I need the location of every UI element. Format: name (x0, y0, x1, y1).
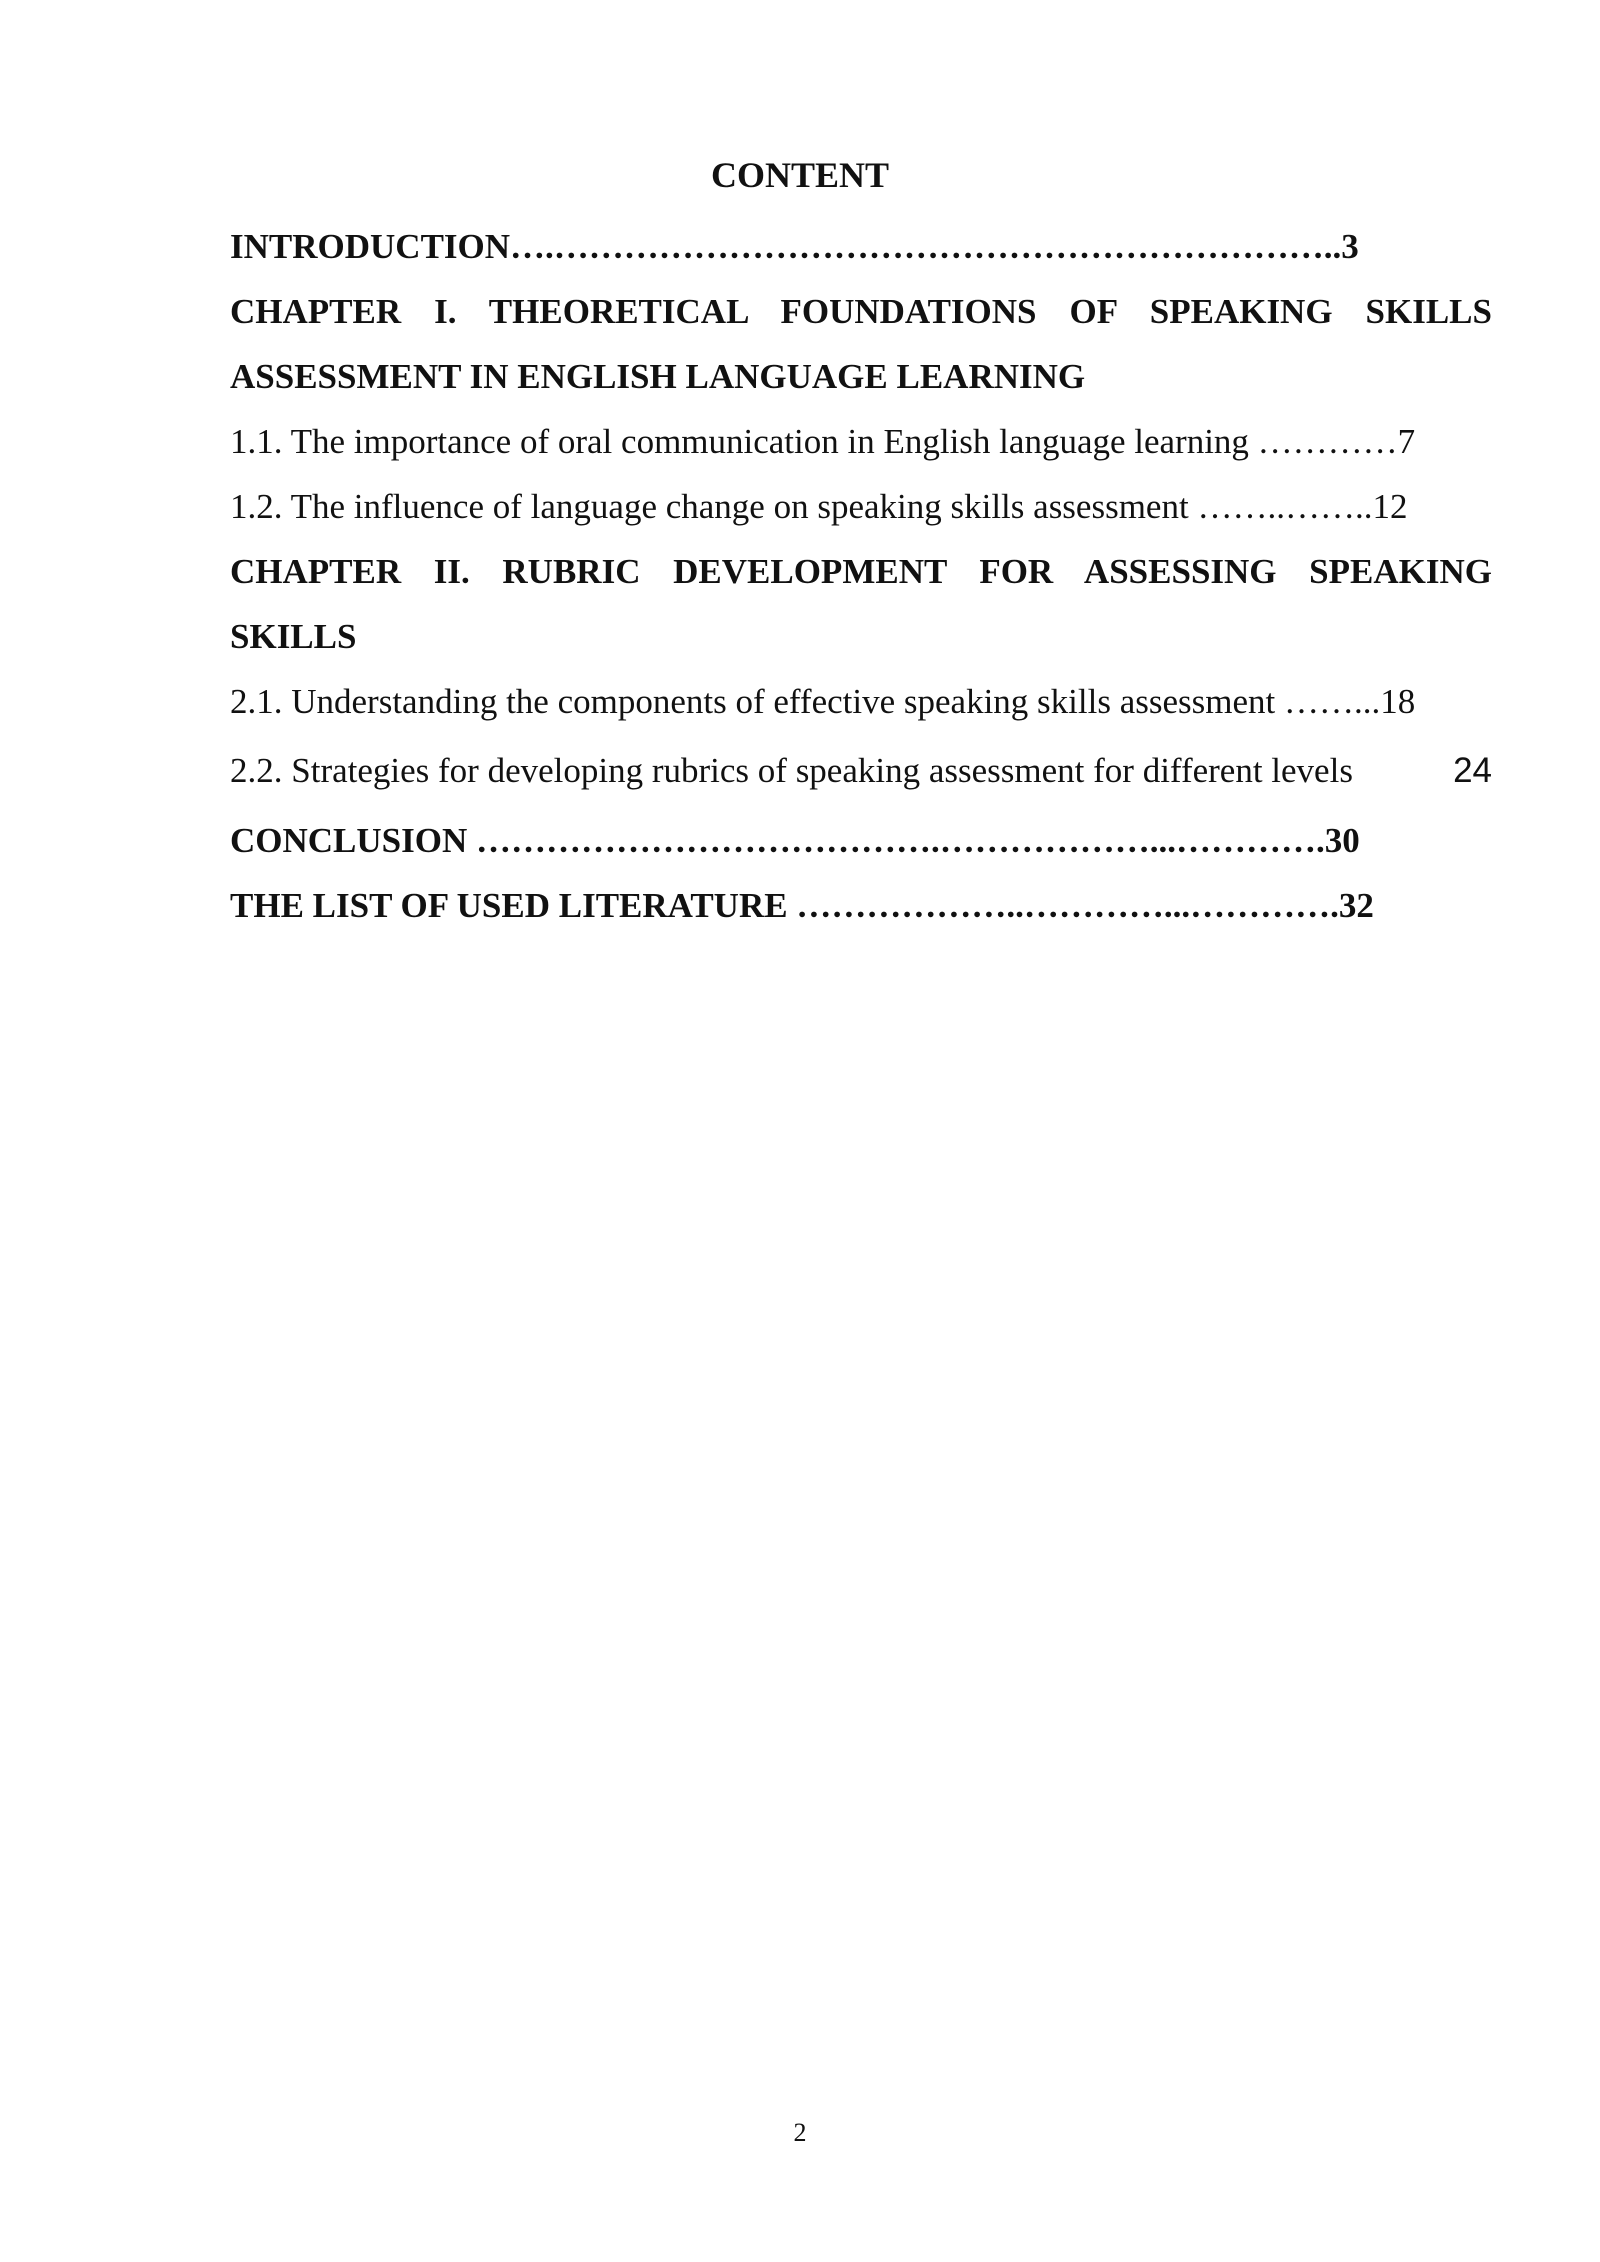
toc-entry-section-2-1[interactable]: 2.1. Understanding the components of effective speaking skills assessment ……...18 (230, 682, 1416, 721)
toc-entry-section-1-1[interactable]: 1.1. The importance of oral communication in English language learning …………7 (230, 422, 1416, 461)
toc-entry-chapter-2-title-continued[interactable]: SKILLS (230, 617, 357, 656)
toc-entry-chapter-2-title[interactable]: CHAPTER II. RUBRIC DEVELOPMENT FOR ASSESSING SPEAKING (230, 552, 1492, 591)
page-number: 2 (793, 2118, 807, 2147)
toc-entry-literature[interactable]: THE LIST OF USED LITERATURE ………………..…………...………….32 (230, 886, 1374, 925)
page-title: CONTENT (710, 155, 890, 195)
toc-entry-conclusion[interactable]: CONCLUSION ………………………………….………………...………….30 (230, 821, 1360, 860)
toc-entry-chapter-1-title[interactable]: CHAPTER I. THEORETICAL FOUNDATIONS OF SPEAKING SKILLS (230, 292, 1492, 331)
toc-entry-section-2-2-label: 2.2. Strategies for developing rubrics of speaking assessment for different levels (230, 751, 1353, 790)
toc-entry-section-1-2[interactable]: 1.2. The influence of language change on speaking skills assessment ……..……..12 (230, 487, 1408, 526)
toc-entry-section-2-2[interactable] (230, 734, 1492, 808)
toc-entry-chapter-1-title-continued[interactable]: ASSESSMENT IN ENGLISH LANGUAGE LEARNING (230, 357, 1086, 396)
toc-entry-section-2-2-page: 24 (1453, 751, 1492, 790)
table-of-contents (230, 214, 1492, 938)
toc-entry-introduction[interactable]: INTRODUCTION….…………………………………………………………..3 (230, 227, 1359, 266)
